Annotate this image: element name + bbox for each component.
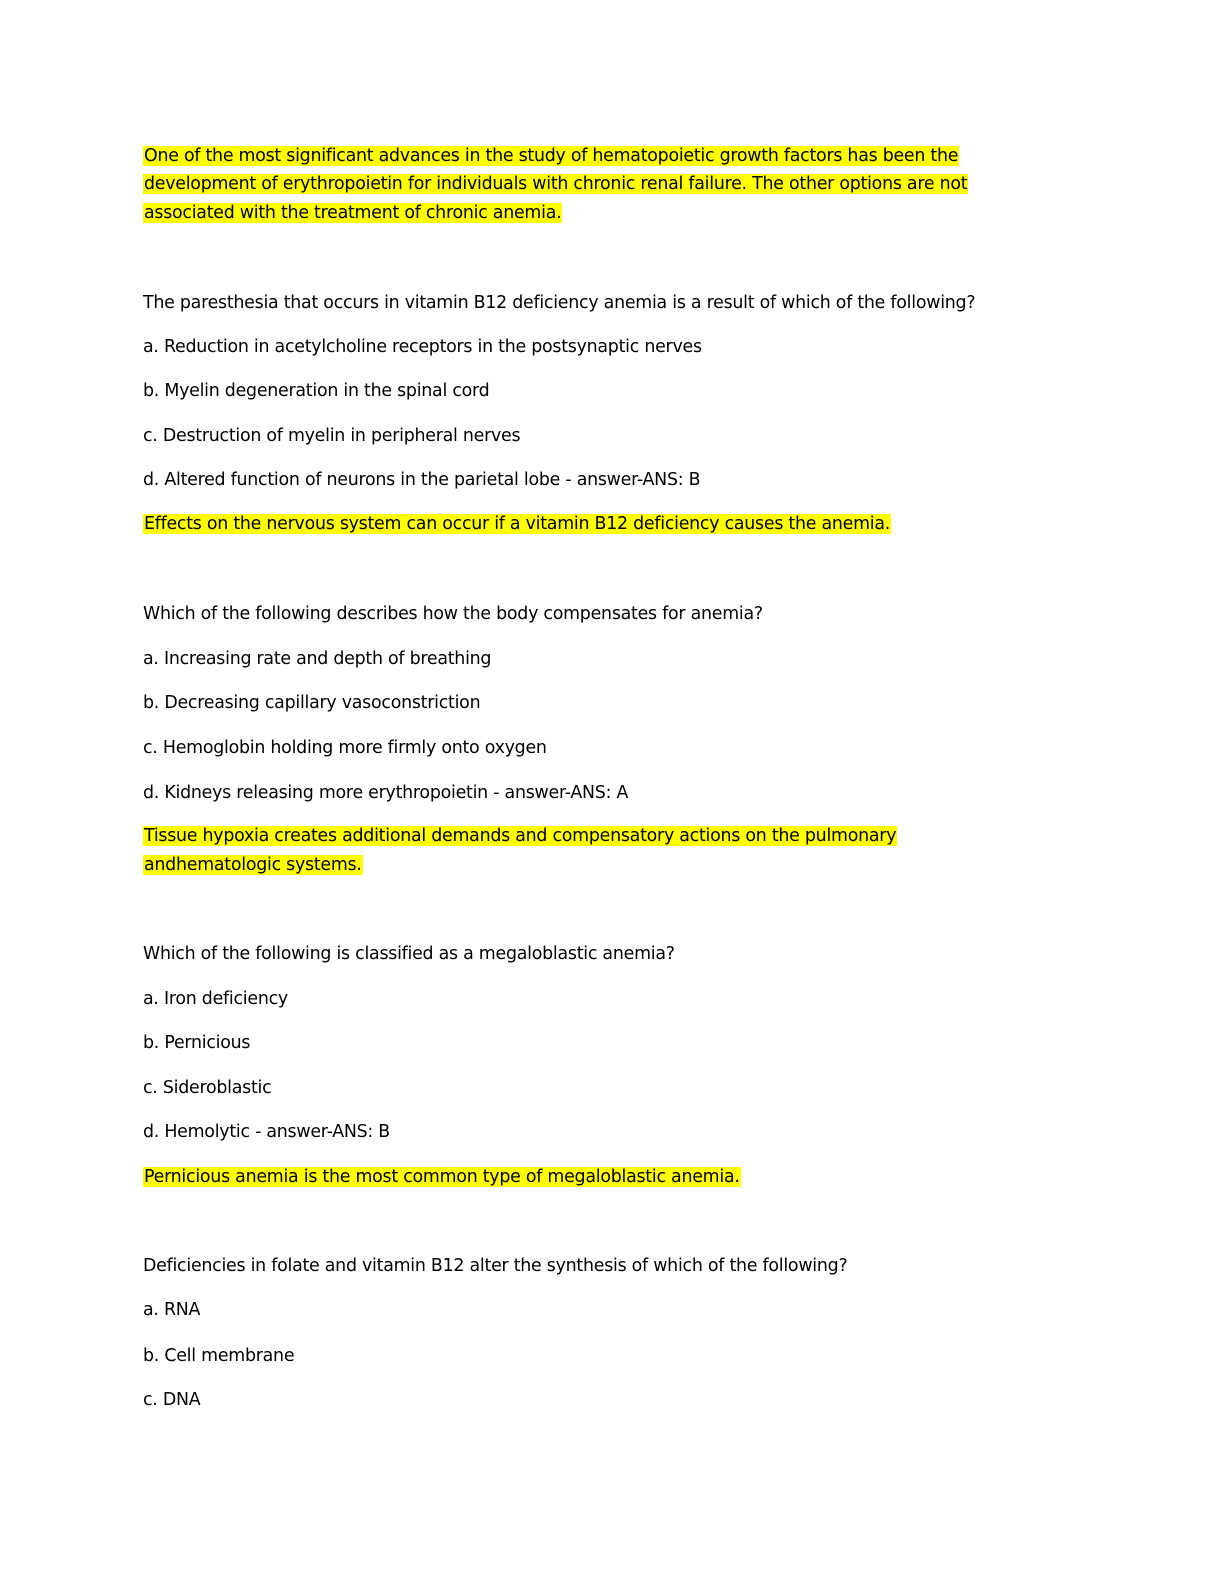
answer-option: a. RNA bbox=[143, 1300, 201, 1320]
answer-option: b. Cell membrane bbox=[143, 1346, 295, 1366]
highlighted-text: Tissue hypoxia creates additional demands and compensatory actions on the pulmonary bbox=[144, 826, 897, 846]
explanation-line bbox=[143, 170, 968, 198]
answer-option: c. DNA bbox=[143, 1390, 201, 1410]
answer-option: b. Myelin degeneration in the spinal cord bbox=[143, 381, 490, 401]
answer-option: d. Kidneys releasing more erythropoietin - answer-ANS: A bbox=[143, 783, 629, 803]
answer-option: d. Altered function of neurons in the parietal lobe - answer-ANS: B bbox=[143, 470, 701, 490]
explanation-line bbox=[143, 822, 897, 850]
answer-option: a. Iron deficiency bbox=[143, 989, 288, 1009]
question-text: Deficiencies in folate and vitamin B12 alter the synthesis of which of the following? bbox=[143, 1256, 848, 1276]
answer-option: c. Hemoglobin holding more firmly onto oxygen bbox=[143, 738, 547, 758]
answer-option: d. Hemolytic - answer-ANS: B bbox=[143, 1122, 390, 1142]
answer-option: c. Destruction of myelin in peripheral nerves bbox=[143, 426, 521, 446]
highlighted-text: associated with the treatment of chronic anemia. bbox=[144, 203, 562, 223]
highlighted-text: Effects on the nervous system can occur if a vitamin B12 deficiency causes the anemia. bbox=[144, 514, 891, 534]
answer-option: b. Pernicious bbox=[143, 1033, 251, 1053]
question-text: Which of the following describes how the body compensates for anemia? bbox=[143, 604, 763, 624]
highlighted-text: andhematologic systems. bbox=[144, 855, 362, 875]
explanation-line bbox=[143, 510, 891, 538]
question-text: Which of the following is classified as a megaloblastic anemia? bbox=[143, 944, 675, 964]
explanation-line bbox=[143, 142, 959, 170]
highlighted-text: One of the most significant advances in the study of hematopoietic growth factors has been the bbox=[144, 146, 959, 166]
answer-option: a. Reduction in acetylcholine receptors in the postsynaptic nerves bbox=[143, 337, 702, 357]
highlighted-text: Pernicious anemia is the most common type of megaloblastic anemia. bbox=[144, 1167, 740, 1187]
explanation-line bbox=[143, 199, 562, 227]
answer-option: a. Increasing rate and depth of breathing bbox=[143, 649, 492, 669]
highlighted-text: development of erythropoietin for individuals with chronic renal failure. The other options are not bbox=[144, 174, 968, 194]
answer-option: b. Decreasing capillary vasoconstriction bbox=[143, 693, 481, 713]
answer-option: c. Sideroblastic bbox=[143, 1078, 272, 1098]
question-text: The paresthesia that occurs in vitamin B12 deficiency anemia is a result of which of the following? bbox=[143, 293, 976, 313]
explanation-line bbox=[143, 851, 363, 879]
explanation-line bbox=[143, 1163, 741, 1191]
